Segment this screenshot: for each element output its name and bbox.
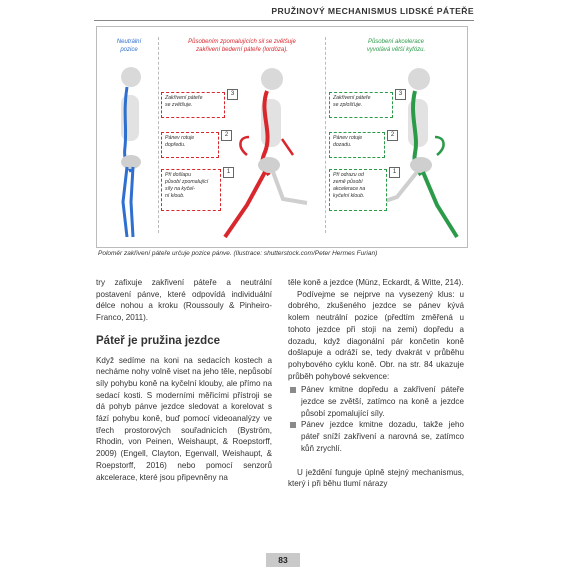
running-head: PRUŽINOVÝ MECHANISMUS LIDSKÉ PÁTEŘE [271,6,474,16]
section-heading: Páteř je pružina jezdce [96,334,220,347]
skeleton-illustration [97,27,467,247]
callout-red-pelvis: Pánev rotuje dopředu. [161,132,219,158]
bullet-square-icon [290,387,296,393]
list-item [288,384,464,419]
header-rule [94,20,474,21]
callout-number: 1 [389,167,400,178]
paragraph: try zafixuje zakřivení páteře a neutrální postavení pánve, které odpovídá individuální délce nohou a kroku (Roussouly & Pinheiro-Franco, 2011). [96,278,272,323]
callout-number: 2 [387,130,398,141]
callout-number: 3 [395,89,406,100]
spine-figure [96,26,468,248]
label-acceleration: Působení akcelerace vyvolává větší kyfózu. [366,39,426,53]
callout-green-spine: Zakřivení páteře se zplošťuje. [329,92,393,118]
list-item-text: Pánev jezdce kmitne dozadu, takže jeho páteř sníží zakřivení a narovná se, zatímco kůň zrychlí. [301,420,464,453]
paragraph: Když sedíme na koni na sedacích kostech a necháme nohy volně viset na jeho těle, nepůsobí síly pohybu koně na kyčelní klouby, ale přímo na sedací kosti. S moderními měřicími přístroji se dá pohyb pánve jezdce sledovat a korelovat s fází pohybu koně, buď pomocí videoanalýzy ve třech prostorových souřadnicích (Byström, Rhodin, von Peinen, Weishaupt, & Roepstorff, 2009) (Engell, Clayton, Egenvall, Weishaupt, & Roepstorff, 2016) nebo pomocí senzorů akcelerace, které jsou připevněny na [96,355,272,482]
paragraph: U ježdění funguje úplně stejný mechanismus, který i při běhu tlumí nárazy [288,467,464,489]
list-item [288,419,464,454]
callout-red-hip: Při došlapu působí zpomalující síly na kyčel- ní kloub. [161,169,221,211]
bullet-square-icon [290,422,296,428]
callout-number: 3 [227,89,238,100]
callout-green-pelvis: Pánev rotuje dozadu. [329,132,385,158]
list-item-text: Pánev kmitne dopředu a zakřivení páteře jezdce se zvětší, zatímco na koně a jezdce působí zpomalující síly. [301,385,464,418]
paragraph: těle koně a jezdce (Münz, Eckardt, & Witte, 214). [288,278,464,287]
callout-green-hip: Při odrazu od země působí akcelerace na kyčelní kloub. [329,169,387,211]
callout-number: 1 [223,167,234,178]
page-number: 83 [266,553,300,567]
label-deceleration: Působením zpomalujících sil se zvětšuje zakřivení bederní páteře (lordóza). [188,39,296,53]
callout-red-spine: Zakřivení páteře se zvětšuje. [161,92,225,118]
callout-number: 2 [221,130,232,141]
paragraph: Podívejme se nejprve na vysezený klus: u dobrého, zkušeného jezdce se pánev kývá kolem neutrální pozice (předtím změřená u tohoto jezdce při stoji na zemi) dopředu a dozadu, když diagonální pár končetin koně došlapuje a odráží se, tedy dvakrát v průběhu pohybového cyklu koně. Obr. na str. 84 ukazuje průběh pohybové sekvence: [288,289,464,381]
figure-caption: Poloměr zakřivení páteře určuje pozice pánve. (Ilustrace: shutterstock.com/Peter Hermes Furian) [98,250,378,257]
left-column [96,277,272,483]
neutral-skeleton [121,67,141,237]
bullet-list [288,384,464,454]
right-column [288,277,464,490]
label-neutral-position: Neutrální pozice [116,39,142,53]
